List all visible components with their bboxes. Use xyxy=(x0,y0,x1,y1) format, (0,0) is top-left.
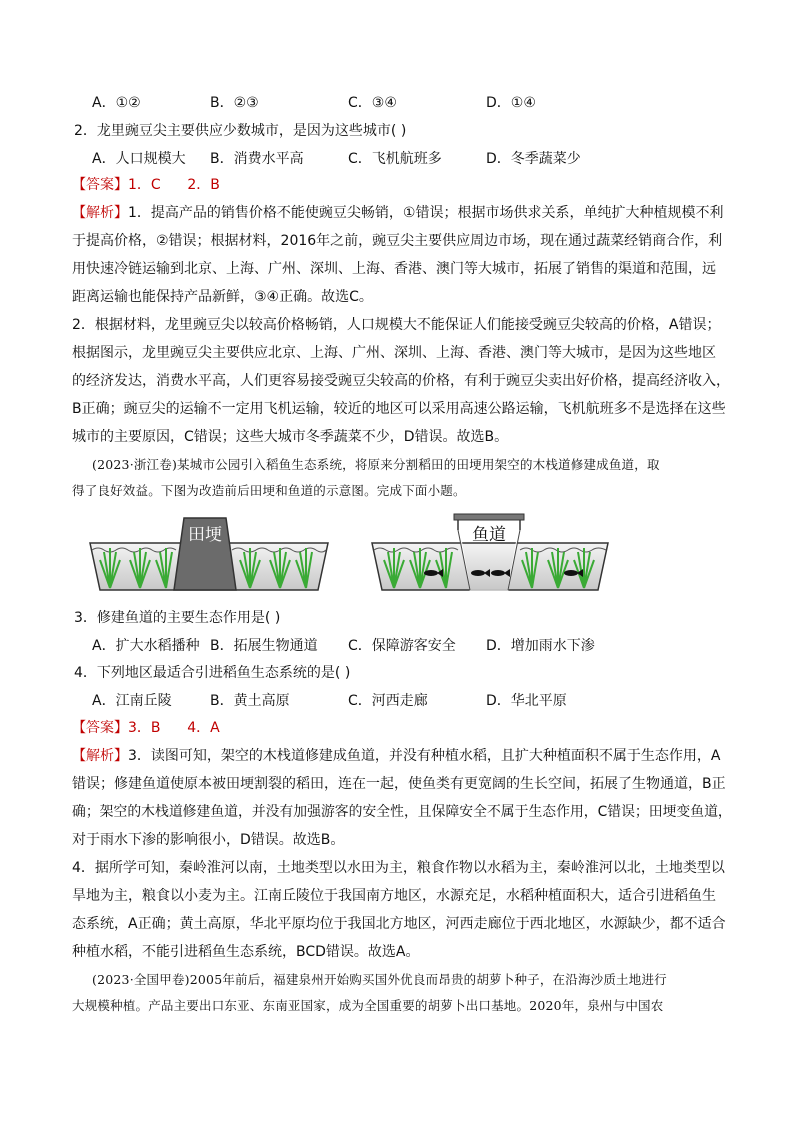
q1-option-c: C．③④ xyxy=(348,95,397,111)
q3-option-a: A．扩大水稻播种 xyxy=(92,638,200,654)
analysis-2-line-5: 4．据所学可知，秦岭淮河以南，土地类型以水田为主，粮食作物以水稻为主，秦岭淮河以北，土地类型以 xyxy=(72,860,725,876)
q4-option-b: B．黄土高原 xyxy=(210,693,290,709)
q1-option-d: D．①④ xyxy=(486,95,536,111)
analysis-2-line-3: 确；架空的木栈道修建鱼道，并没有加强游客的安全性，且保障安全不属于生态作用，C错误；田埂变鱼道， xyxy=(72,804,732,820)
analysis-2-line-1: 【解析】3．读图可知，架空的木栈道修建成鱼道，并没有种植水稻，且扩大种植面积不属于生态作用，A xyxy=(72,748,721,764)
analysis-1-line-6: 根据图示，龙里豌豆尖主要供应北京、上海、广州、深圳、上海、香港、澳门等大城市，是因为这些地区 xyxy=(72,345,716,361)
analysis-1-line-4: 距离运输也能保持产品新鲜，③④正确。故选C。 xyxy=(72,289,373,305)
answer-block-2 xyxy=(72,718,220,738)
q3-option-d: D．增加雨水下渗 xyxy=(486,638,595,654)
analysis-2-line-6: 旱地为主，粮食以小麦为主。江南丘陵位于我国南方地区，水源充足，水稻种植面积大，适合引进稻鱼生 xyxy=(72,888,716,904)
analysis-tag: 【解析】 xyxy=(72,205,128,221)
q1-option-a: A．①② xyxy=(92,95,141,111)
answer-block-1 xyxy=(72,175,220,195)
analysis-1-line-9: 城市的主要原因，C错误；这些大城市冬季蔬菜不少，D错误。故选B。 xyxy=(72,429,509,445)
passage-2-line-2: 得了良好效益。下图为改造前后田埂和鱼道的示意图。完成下面小题。 xyxy=(72,483,466,498)
q4-option-c: C．河西走廊 xyxy=(348,693,428,709)
before-diagram xyxy=(90,518,328,590)
analysis-2-line-4: 对于雨水下渗的影响很小，D错误。故选B。 xyxy=(72,832,345,848)
analysis-1-line-1: 【解析】1．提高产品的销售价格不能使豌豆尖畅销，①错误；根据市场供求关系，单纯扩大种植规模不利 xyxy=(72,205,724,221)
q2-option-d: D．冬季蔬菜少 xyxy=(486,151,581,167)
q4-option-a: A．江南丘陵 xyxy=(92,693,172,709)
q3-option-c: C．保障游客安全 xyxy=(348,638,456,654)
q4-stem: 4．下列地区最适合引进稻鱼生态系统的是( ) xyxy=(74,665,351,681)
after-diagram xyxy=(372,514,608,590)
analysis-2-line-8: 种植水稻，不能引进稻鱼生态系统，BCD错误。故选A。 xyxy=(72,944,420,960)
analysis-1-line-5: 2．根据材料，龙里豌豆尖以较高价格畅销，人口规模大不能保证人们能接受豌豆尖较高的价格，A错误； xyxy=(72,317,721,333)
answer-text: 1．C 2．B xyxy=(128,177,220,193)
q4-option-d: D．华北平原 xyxy=(486,693,567,709)
rice-fish-diagram xyxy=(0,508,794,598)
passage-3-line-2: 大规模种植。产品主要出口东亚、东南亚国家，成为全国重要的胡萝卜出口基地。2020年，泉州与中国农 xyxy=(72,998,664,1013)
q3-option-b: B．拓展生物通道 xyxy=(210,638,318,654)
q1-option-b: B．②③ xyxy=(210,95,259,111)
analysis-1-line-7: 的经济发达，消费水平高，人们更容易接受豌豆尖较高的价格，有利于豌豆尖卖出好价格，提高经济收入， xyxy=(72,373,730,389)
ridge-label: 田埂 xyxy=(188,525,222,545)
analysis-1-line-2: 于提高价格，②错误；根据材料，2016年之前，豌豆尖主要供应周边市场，现在通过蔬菜经销商合作，利 xyxy=(72,233,723,249)
answer-tag: 【答案】 xyxy=(72,720,128,736)
answer-text: 3．B 4．A xyxy=(128,720,220,736)
q3-stem: 3．修建鱼道的主要生态作用是( ) xyxy=(74,610,281,626)
q2-option-a: A．人口规模大 xyxy=(92,151,186,167)
analysis-2-line-2: 错误；修建鱼道使原本被田埂割裂的稻田，连在一起，使鱼类有更宽阔的生长空间，拓展了生物通道，B正 xyxy=(72,776,726,792)
analysis-2-line-7: 态系统，A正确；黄土高原，华北平原均位于我国北方地区，河西走廊位于西北地区，水源缺少，都不适合 xyxy=(72,916,726,932)
passage-2-line-1: (2023·浙江卷)某城市公园引入稻鱼生态系统，将原来分割稻田的田埂用架空的木栈道修建成鱼道，取 xyxy=(92,457,660,472)
fish-channel-label: 鱼道 xyxy=(472,525,506,545)
q2-option-c: C．飞机航班多 xyxy=(348,151,442,167)
answer-tag: 【答案】 xyxy=(72,177,128,193)
analysis-tag: 【解析】 xyxy=(72,748,128,764)
q2-stem: 2．龙里豌豆尖主要供应少数城市，是因为这些城市( ) xyxy=(74,123,407,139)
analysis-1-line-3: 用快速冷链运输到北京、上海、广州、深圳、上海、香港、澳门等大城市，拓展了销售的渠道和范围，远 xyxy=(72,261,716,277)
analysis-1-line-8: B正确；豌豆尖的运输不一定用飞机运输，较近的地区可以采用高速公路运输，飞机航班多不是选择在这些 xyxy=(72,401,726,417)
passage-3-line-1: (2023·全国甲卷)2005年前后，福建泉州开始购买国外优良而昂贵的胡萝卜种子，在沿海沙质土地进行 xyxy=(92,972,667,987)
q2-option-b: B．消费水平高 xyxy=(210,151,304,167)
